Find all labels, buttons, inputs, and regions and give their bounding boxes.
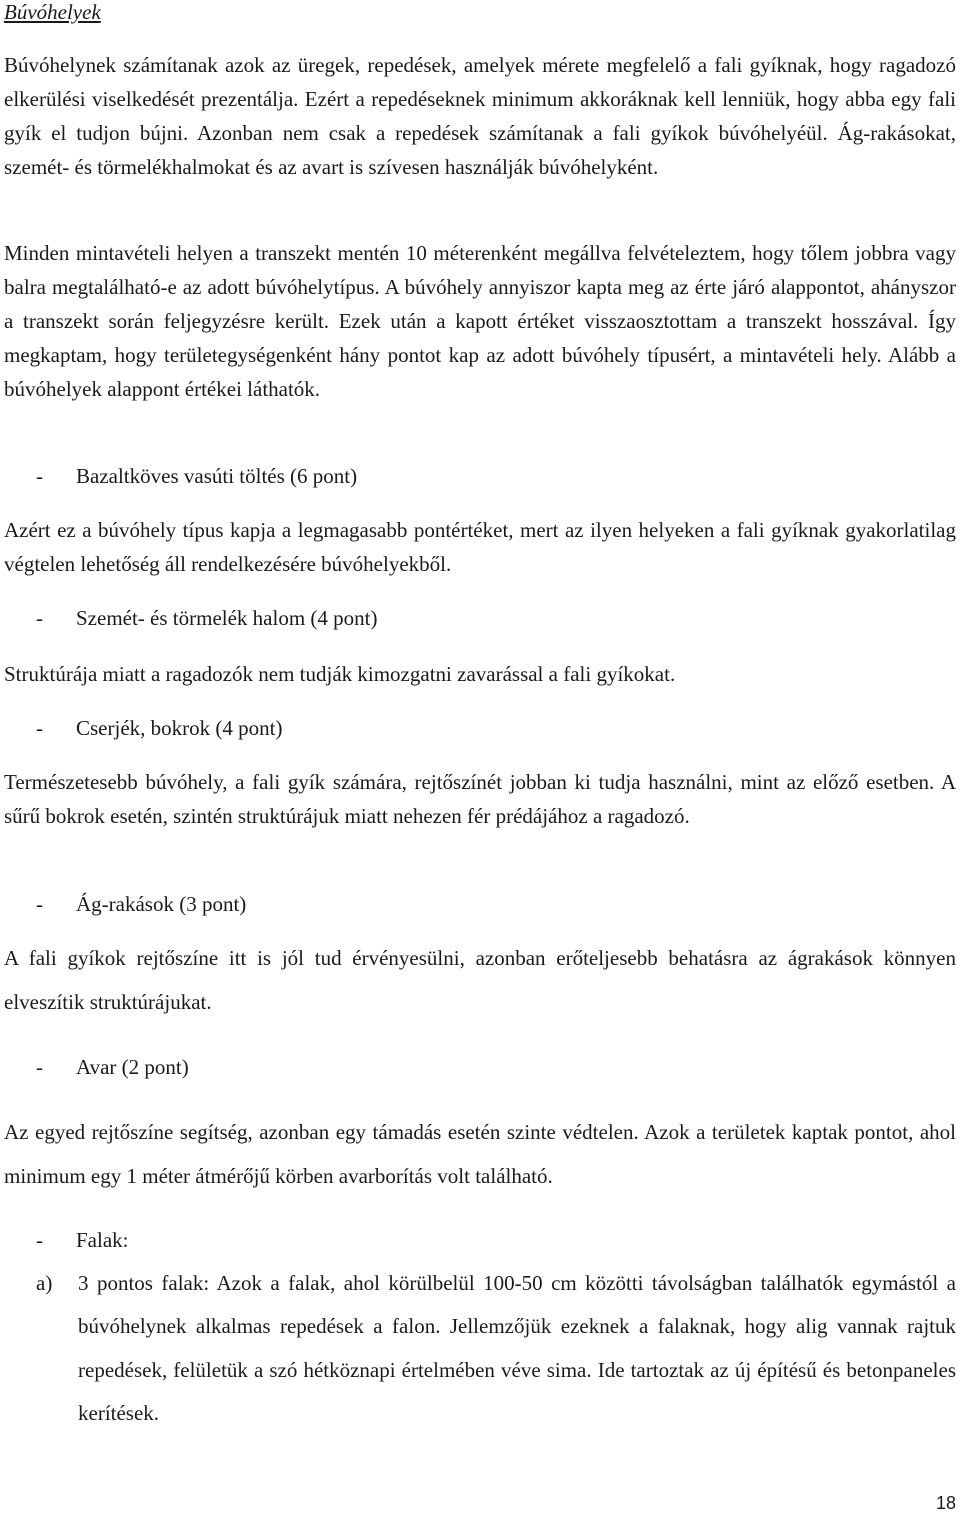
list-item-description: A fali gyíkok rejtőszíne itt is jól tud érvényesülni, azonban erőteljesebb behatásra az ágrakások könnyen elveszítik struktúrájukat.: [4, 946, 956, 1014]
list-item-description: Az egyed rejtőszíne segítség, azonban egy támadás esetén szinte védtelen. Azok a területek kaptak pontot, ahol minimum egy 1 méter átmérőjű körben avarborítás volt található.: [4, 1120, 956, 1188]
list-item-label: Avar (2 pont): [76, 1055, 189, 1079]
list-item-description: Struktúrája miatt a ragadozók nem tudják kimozgatni zavarással a fali gyíkokat.: [4, 662, 676, 686]
sub-list-item: [36, 1262, 956, 1435]
list-item-title: [36, 463, 357, 489]
list-item-label: Szemét- és törmelék halom (4 pont): [76, 606, 378, 630]
list-item-description: Azért ez a búvóhely típus kapja a legmagasabb pontértéket, mert az ilyen helyeken a fali gyíknak gyakorlatilag végtelen lehetőség áll rendelkezésére búvóhelyekből.: [4, 518, 956, 576]
list-item-title: [36, 605, 378, 631]
sub-list-text: 3 pontos falak: Azok a falak, ahol körülbelül 100-50 cm közötti távolságban találhatók egymástól a búvóhelynek alkalmas repedések a falon. Jellemzőjük ezeknek a falaknak, hogy alig vannak rajtuk repedések, felületük a szó hétköznapi értelmében véve sima. Ide tartoztak az új építésű és betonpaneles kerítések.: [78, 1271, 956, 1425]
section-heading: Búvóhelyek: [4, 0, 101, 24]
list-item-description: Természetesebb búvóhely, a fali gyík számára, rejtőszínét jobban ki tudja használni, mint az előző esetben. A sűrű bokrok esetén, szintén struktúrájuk miatt nehezen fér prédájához a ragadozó.: [4, 770, 956, 828]
sub-list-marker: a): [36, 1271, 53, 1295]
list-dash: -: [36, 716, 43, 740]
list-item-title: [36, 891, 246, 917]
list-dash: -: [36, 1228, 43, 1252]
list-item-title: [36, 1054, 189, 1080]
page-number: 18: [935, 1493, 956, 1513]
method-paragraph: Minden mintavételi helyen a transzekt mentén 10 méterenként megállva felvételeztem, hogy tőlem jobbra vagy balra megtalálható-e az adott búvóhelytípus. A búvóhely annyiszor kapta meg az érte járó alappontot, ahányszor a transzekt során feljegyzésre került. Ezek után a kapott értéket visszaosztottam a transzekt hosszával. Így megkaptam, hogy területegységenként hány pontot kap az adott búvóhely típusért, a mintavételi hely. Alább a búvóhelyek alappont értékei láthatók.: [4, 241, 956, 401]
list-item-label: Ág-rakások (3 pont): [76, 892, 247, 916]
list-item-label: Falak:: [76, 1228, 129, 1252]
list-dash: -: [36, 1055, 43, 1079]
list-item-title: [36, 715, 282, 741]
list-dash: -: [36, 464, 43, 488]
list-item-label: Bazaltköves vasúti töltés (6 pont): [76, 464, 358, 488]
intro-paragraph: Búvóhelynek számítanak azok az üregek, repedések, amelyek mérete megfelelő a fali gyíknak, hogy ragadozó elkerülési viselkedését prezentálja. Ezért a repedéseknek minimum akkoráknak kell lenniük, hogy abba egy fali gyík el tudjon bújni. Azonban nem csak a repedések számítanak a fali gyíkok búvóhelyéül. Ág-rakásokat, szemét- és törmelékhalmokat és az avart is szívesen használják búvóhelyként.: [4, 53, 956, 179]
list-item-label: Cserjék, bokrok (4 pont): [76, 716, 283, 740]
list-dash: -: [36, 892, 43, 916]
list-item-title: [36, 1227, 129, 1253]
list-dash: -: [36, 606, 43, 630]
